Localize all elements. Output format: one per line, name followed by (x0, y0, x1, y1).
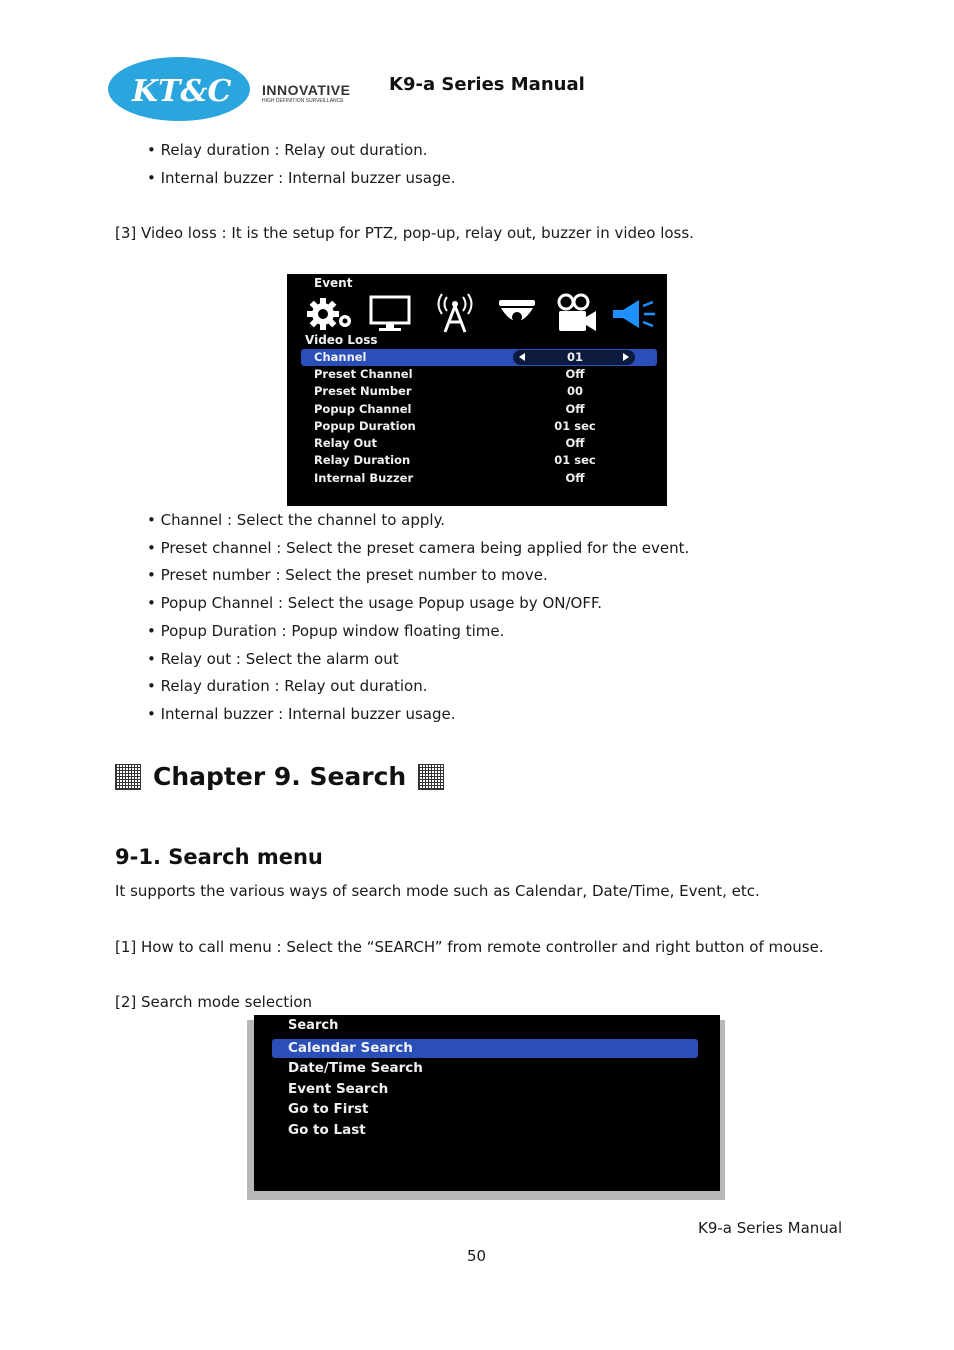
bullet-preset-channel: • Preset channel : Select the preset camera being applied for the event. (147, 539, 690, 557)
section-intro: It supports the various ways of search mode such as Calendar, Date/Time, Event, etc. (115, 882, 760, 900)
event-row-preset-channel[interactable] (301, 366, 657, 383)
video-camera-icon (553, 292, 601, 334)
row-value: 00 (566, 384, 583, 398)
footer-manual-title: K9-a Series Manual (698, 1219, 843, 1237)
search-item-go-first[interactable] (272, 1100, 698, 1119)
row-label: Preset Number (314, 384, 412, 398)
section-title: 9-1. Search menu (115, 845, 323, 869)
call-menu-text: [1] How to call menu : Select the “SEARCH” from remote controller and right button of mouse. (115, 938, 824, 956)
header-title: K9-a Series Manual (389, 74, 585, 95)
event-row-relay-out[interactable] (301, 435, 657, 452)
event-screen-subtitle: Video Loss (305, 333, 378, 347)
bullet-internal-buzzer-2: • Internal buzzer : Internal buzzer usage. (147, 705, 456, 723)
row-label: Preset Channel (314, 367, 413, 381)
row-label: Internal Buzzer (314, 471, 414, 485)
search-item-calendar[interactable] (272, 1039, 698, 1058)
bullet-popup-channel: • Popup Channel : Select the usage Popup usage by ON/OFF. (147, 594, 602, 612)
bullet-relay-duration-2: • Relay duration : Relay out duration. (147, 677, 428, 695)
antenna-icon (431, 292, 479, 334)
monitor-icon (367, 292, 415, 334)
event-row-internal-buzzer[interactable] (301, 470, 657, 487)
item-label: Date/Time Search (288, 1060, 423, 1076)
bullet-channel: • Channel : Select the channel to apply. (147, 511, 446, 529)
event-row-channel[interactable] (301, 349, 657, 366)
row-value: 01 sec (554, 419, 596, 433)
row-label: Popup Channel (314, 402, 412, 416)
row-value: Off (565, 471, 585, 485)
event-row-popup-channel[interactable] (301, 401, 657, 418)
search-item-date-time[interactable] (272, 1059, 698, 1078)
row-label: Channel (314, 350, 367, 364)
bullet-popup-duration: • Popup Duration : Popup window floating time. (147, 622, 505, 640)
item-label: Go to First (288, 1101, 369, 1117)
chapter-title: Chapter 9. Search (153, 762, 407, 791)
event-row-preset-number[interactable] (301, 383, 657, 400)
search-screen-title: Search (288, 1018, 339, 1033)
chapter-heading (115, 762, 444, 791)
search-menu-screenshot (254, 1015, 720, 1191)
item-label: Calendar Search (288, 1040, 413, 1056)
row-label: Relay Out (314, 436, 377, 450)
row-value: 01 (566, 350, 583, 364)
hatch-square-icon (418, 764, 444, 790)
logo-sub2: HIGH DEFINITION SURVEILLANCE (262, 98, 344, 104)
row-value: Off (565, 367, 585, 381)
row-value: 01 sec (554, 453, 596, 467)
search-item-go-last[interactable] (272, 1121, 698, 1140)
hatch-square-icon (115, 764, 141, 790)
video-loss-intro: [3] Video loss : It is the setup for PTZ, pop-up, relay out, buzzer in video loss. (115, 224, 694, 242)
logo-sub1: INNOVATIVE (262, 82, 351, 98)
row-label: Popup Duration (314, 419, 416, 433)
mode-selection-text: [2] Search mode selection (115, 993, 313, 1011)
bullet-internal-buzzer: • Internal buzzer : Internal buzzer usage. (147, 169, 456, 187)
gear-icon (305, 292, 353, 334)
event-screen-title: Event (314, 276, 353, 290)
event-video-loss-screenshot (287, 274, 667, 506)
bullet-relay-duration: • Relay duration : Relay out duration. (147, 141, 428, 159)
speaker-icon (609, 292, 657, 334)
logo-text: KT&C (132, 74, 232, 109)
search-item-event[interactable] (272, 1080, 698, 1099)
item-label: Go to Last (288, 1122, 366, 1138)
page-number: 50 (467, 1247, 487, 1265)
item-label: Event Search (288, 1081, 389, 1097)
row-value: Off (565, 436, 585, 450)
kt-c-logo (107, 55, 367, 125)
dome-camera-icon (493, 292, 541, 334)
row-label: Relay Duration (314, 453, 411, 467)
bullet-relay-out: • Relay out : Select the alarm out (147, 650, 399, 668)
event-row-relay-duration[interactable] (301, 452, 657, 469)
bullet-preset-number: • Preset number : Select the preset number to move. (147, 566, 548, 584)
event-row-popup-duration[interactable] (301, 418, 657, 435)
row-value: Off (565, 402, 585, 416)
